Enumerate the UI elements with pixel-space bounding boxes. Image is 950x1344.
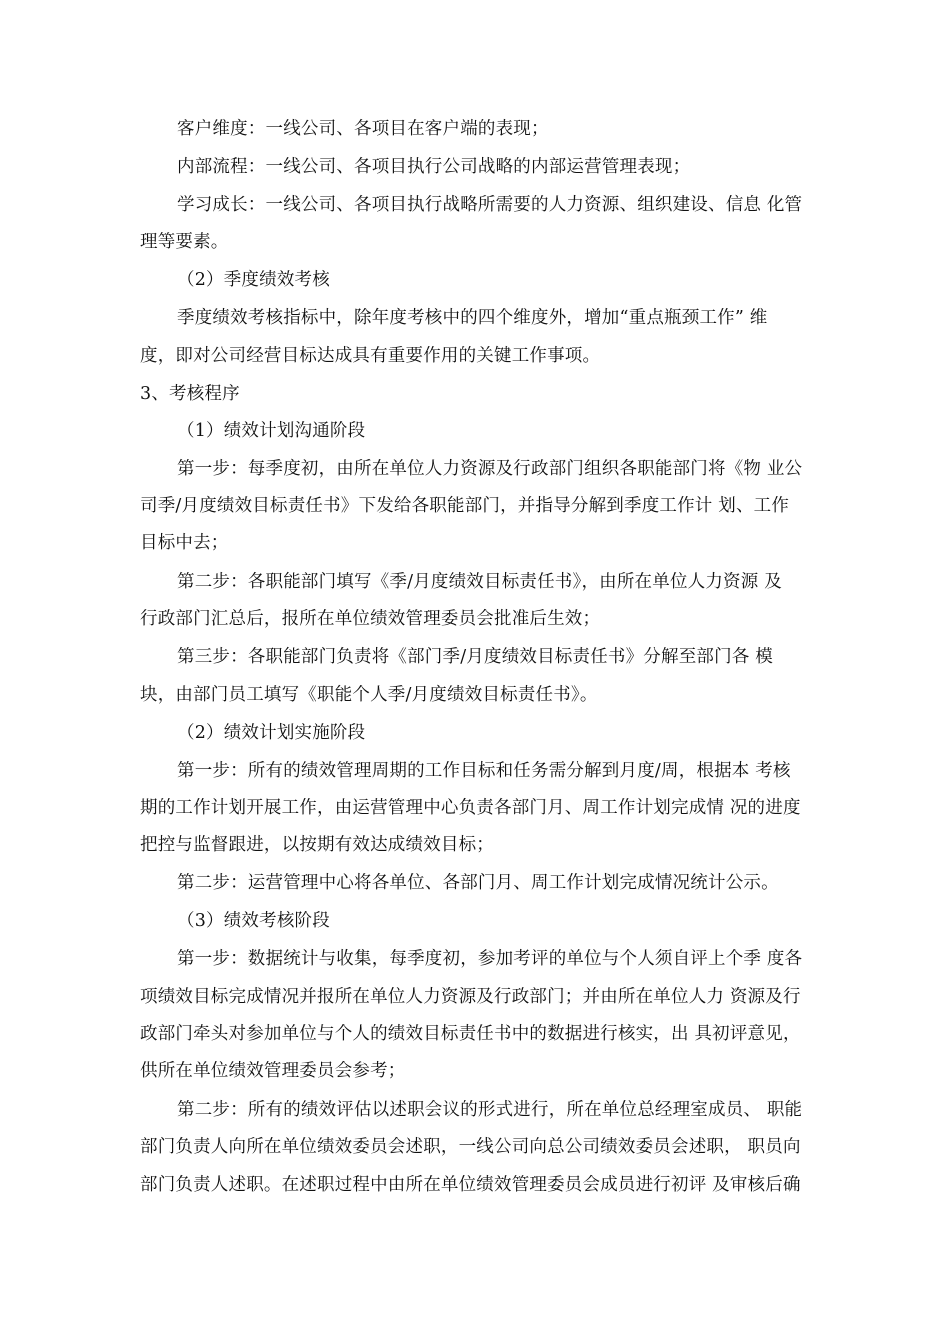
text-line: 供所在单位绩效管理委员会参考； [140,1061,406,1081]
text-line: 部门负责人向所在单位绩效委员会述职，一线公司向总公司绩效委员会述职， 职员向 [140,1137,801,1157]
text-line: 政部门牵头对参加单位与个人的绩效目标责任书中的数据进行核实，出 具初评意见， [140,1024,801,1044]
text-line: 度，即对公司经营目标达成具有重要作用的关键工作事项。 [140,346,601,366]
text-line: 司季/月度绩效目标责任书》下发给各职能部门，并指导分解到季度工作计 划、工作 [140,496,790,516]
text-line: 内部流程：一线公司、各项目执行公司战略的内部运营管理表现； [177,157,691,177]
text-line: 第一步：所有的绩效管理周期的工作目标和任务需分解到月度/周，根据本 考核 [177,761,791,781]
subsection-heading: （3）绩效考核阶段 [177,911,330,931]
subsection-heading: （2）季度绩效考核 [177,270,330,290]
text-line: 第二步：各职能部门填写《季/月度绩效目标责任书》，由所在单位人力资源 及 [177,572,782,592]
section-heading: 3、考核程序 [140,384,240,404]
text-line: 目标中去； [140,533,229,553]
text-line: 客户维度：一线公司、各项目在客户端的表现； [177,119,549,139]
text-line: 第三步：各职能部门负责将《部门季/月度绩效目标责任书》分解至部门各 模 [177,647,773,667]
text-line: 学习成长：一线公司、各项目执行战略所需要的人力资源、组织建设、信息 化管 [177,195,803,215]
text-line: 第二步：运营管理中心将各单位、各部门月、周工作计划完成情况统计公示。 [177,873,779,893]
text-line: 第一步：每季度初，由所在单位人力资源及行政部门组织各职能部门将《物 业公 [177,459,803,479]
text-line: 季度绩效考核指标中，除年度考核中的四个维度外，增加“重点瓶颈工作” 维 [177,308,768,328]
text-line: 第二步：所有的绩效评估以述职会议的形式进行，所在单位总经理室成员、 职能 [177,1100,803,1120]
text-line: 理等要素。 [140,232,229,252]
subsection-heading: （1）绩效计划沟通阶段 [177,421,366,441]
text-line: 第一步：数据统计与收集，每季度初，参加考评的单位与个人须自评上个季 度各 [177,949,803,969]
subsection-heading: （2）绩效计划实施阶段 [177,723,366,743]
text-line: 把控与监督跟进，以按期有效达成绩效目标； [140,835,494,855]
text-line: 项绩效目标完成情况并报所在单位人力资源及行政部门；并由所在单位人力 资源及行 [140,987,801,1007]
text-line: 行政部门汇总后，报所在单位绩效管理委员会批准后生效； [140,609,601,629]
text-line: 期的工作计划开展工作，由运营管理中心负责各部门月、周工作计划完成情 况的进度 [140,798,801,818]
text-line: 部门负责人述职。在述职过程中由所在单位绩效管理委员会成员进行初评 及审核后确 [140,1175,801,1195]
text-line: 块，由部门员工填写《职能个人季/月度绩效目标责任书》。 [140,685,598,705]
